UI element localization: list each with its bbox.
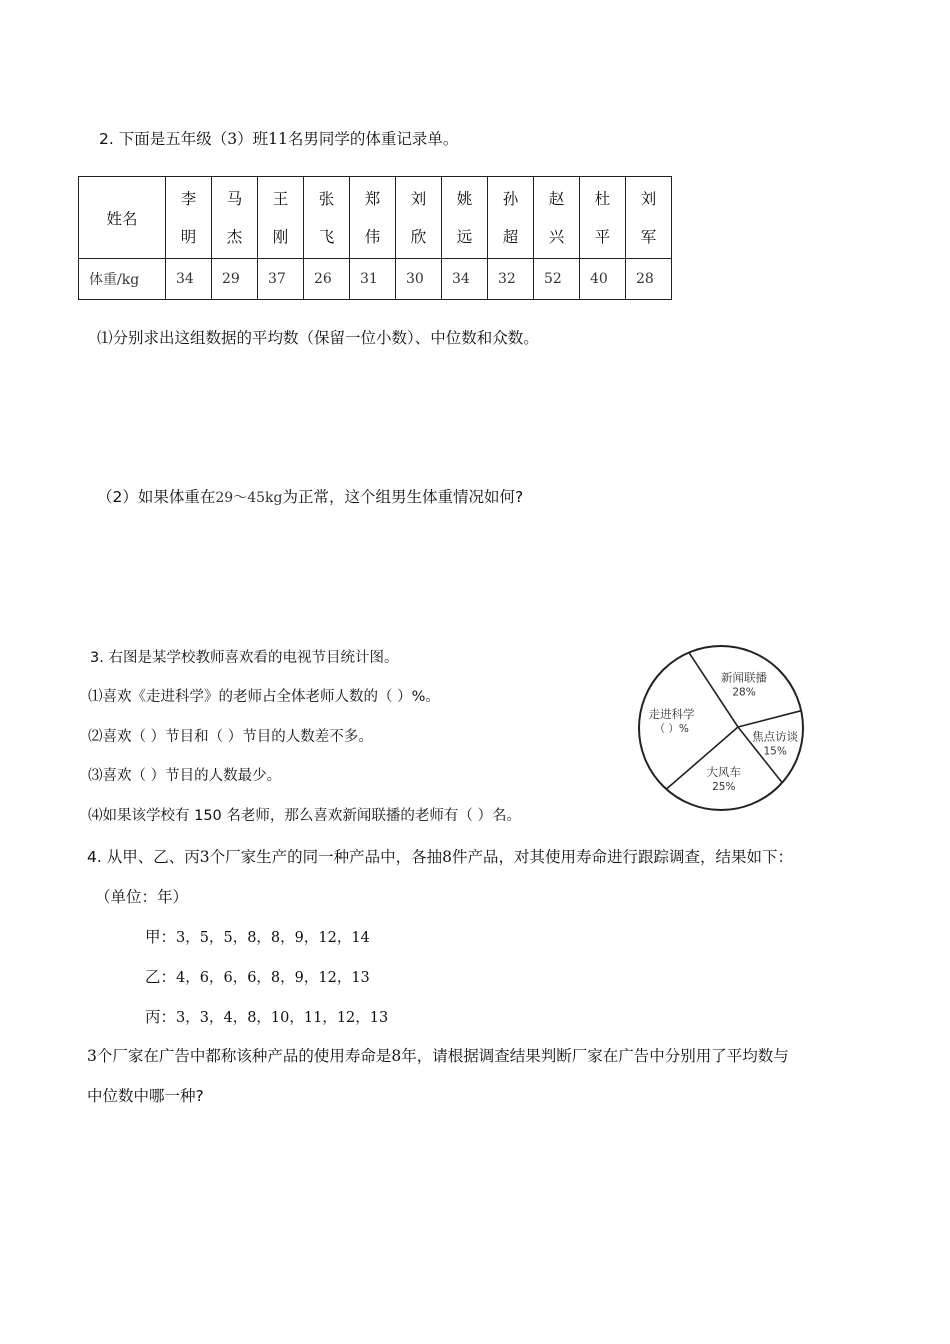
name-char: 赵	[548, 189, 565, 208]
q4-data-jia	[145, 925, 370, 947]
q4-yi-values: 4，6，6，6，8，9，12，13	[176, 970, 370, 986]
q2-2-prefix: （2）如果体重在	[97, 488, 216, 506]
pie-slice-label: 新闻联播	[721, 670, 768, 685]
name-cell	[580, 177, 626, 259]
weight-cell: 40	[580, 259, 626, 300]
name-char: 杰	[226, 227, 243, 246]
pie-slice-divider	[738, 711, 801, 727]
name-char: 飞	[318, 227, 335, 246]
name-char: 孙	[502, 189, 519, 208]
weight-cell: 29	[212, 259, 258, 300]
name-char: 王	[272, 189, 289, 208]
weight-cell: 34	[166, 259, 212, 300]
pie-slice-label: 走进科学	[648, 706, 695, 721]
name-cell	[350, 177, 396, 259]
table-row-names	[79, 177, 672, 259]
pie-slice-label: 焦点访谈	[752, 729, 799, 744]
name-char: 军	[640, 227, 657, 246]
name-char: 杜	[594, 189, 611, 208]
q4-jia-label: 甲：	[145, 928, 177, 946]
question-3-part-1: ⑴喜欢《走进科学》的老师占全体老师人数的（ ）%。	[88, 689, 440, 705]
q4-question-line-1	[87, 1044, 789, 1066]
weight-cell: 30	[396, 259, 442, 300]
q4-factory-count: 3	[199, 848, 210, 866]
q4-data-bing	[145, 1005, 388, 1027]
q4-jia-values: 3，5，5，8，8，9，12，14	[176, 930, 370, 946]
q2-2-range: 29～45kg	[215, 490, 283, 506]
name-cell	[212, 177, 258, 259]
name-char: 远	[456, 227, 473, 246]
pie-slice-divider	[666, 727, 738, 789]
question-2-part-2	[97, 485, 523, 507]
question-3-part-4: ⑷如果该学校有 150 名老师，那么喜欢新闻联播的老师有（ ）名。	[88, 808, 522, 824]
header-name-cell: 姓名	[79, 177, 166, 259]
q4-intro-a: 4. 从甲、乙、丙	[87, 848, 200, 866]
name-char: 郑	[364, 189, 381, 208]
name-cell	[534, 177, 580, 259]
weight-cell: 31	[350, 259, 396, 300]
q4-intro-b: 个厂家生产的同一种产品中，各抽	[209, 848, 443, 866]
q4-bing-label: 丙：	[145, 1008, 177, 1026]
name-cell	[166, 177, 212, 259]
name-char: 刘	[410, 189, 427, 208]
name-char: 平	[594, 227, 611, 246]
name-cell	[626, 177, 672, 259]
q4-question-line-2: 中位数中哪一种?	[87, 1087, 204, 1105]
pie-slice-value: 28%	[732, 686, 756, 699]
q2-number: 2	[99, 130, 109, 148]
name-char: 马	[226, 189, 243, 208]
q4-q-years: 8	[391, 1047, 402, 1065]
q4-q-factory-count: 3	[87, 1047, 97, 1065]
weight-record-table	[78, 176, 672, 300]
name-char: 欣	[410, 227, 427, 246]
weight-cell: 37	[258, 259, 304, 300]
q4-intro-c: 件产品，对其使用寿命进行跟踪调查，结果如下：	[451, 848, 793, 866]
q2-student-count: 11	[268, 130, 288, 148]
table-row-weights	[79, 259, 672, 300]
weight-cell: 28	[626, 259, 672, 300]
q4-q-text-a: 个厂家在广告中都称该种产品的使用寿命是	[96, 1047, 392, 1065]
name-cell	[488, 177, 534, 259]
name-char: 刚	[272, 227, 289, 246]
pie-slice-value: （ ）%	[654, 722, 689, 735]
header-weight-unit: /kg	[117, 272, 140, 288]
name-cell	[304, 177, 350, 259]
name-char: 超	[502, 227, 519, 246]
question-3-title: 3. 右图是某学校教师喜欢看的电视节目统计图。	[90, 650, 399, 666]
q2-2-suffix: 为正常，这个组男生体重情况如何?	[282, 488, 524, 506]
pie-slice-value: 15%	[763, 745, 787, 758]
q4-yi-label: 乙：	[145, 968, 177, 986]
weight-cell: 32	[488, 259, 534, 300]
question-4-intro	[87, 845, 793, 867]
name-cell	[442, 177, 488, 259]
name-char: 张	[318, 189, 335, 208]
q4-q-text-b: 年，请根据调查结果判断厂家在广告中分别用了平均数与	[401, 1047, 789, 1065]
q4-unit: （单位：年）	[95, 888, 189, 906]
q2-title-text-1: . 下面是五年级（	[108, 130, 228, 148]
name-char: 刘	[640, 189, 657, 208]
q2-1-number: ⑴	[97, 329, 113, 347]
question-3-part-3: ⑶喜欢（ ）节目的人数最少。	[88, 768, 282, 784]
q4-sample-count: 8	[442, 848, 452, 866]
question-2-title	[99, 127, 458, 149]
pie-slice-value: 25%	[712, 780, 736, 793]
name-cell	[258, 177, 304, 259]
name-cell	[396, 177, 442, 259]
q2-title-text-2: ）班	[237, 130, 269, 148]
name-char: 伟	[364, 227, 381, 246]
name-char: 姚	[456, 189, 473, 208]
q4-data-yi	[145, 965, 370, 987]
name-char: 兴	[548, 227, 565, 246]
name-char: 李	[180, 189, 197, 208]
weight-cell: 26	[304, 259, 350, 300]
q4-bing-values: 3，3，4，8，10，11，12，13	[176, 1010, 389, 1026]
name-char: 明	[180, 227, 197, 246]
question-2-part-1	[97, 326, 539, 348]
header-weight-cell	[79, 259, 166, 300]
tv-program-pie-chart	[636, 640, 816, 820]
q2-1-text: 分别求出这组数据的平均数（保留一位小数）、中位数和众数。	[112, 329, 539, 347]
question-3-part-2: ⑵喜欢（ ）节目和（ ）节目的人数差不多。	[88, 729, 373, 745]
weight-cell: 52	[534, 259, 580, 300]
header-weight-label: 体重	[89, 272, 117, 288]
weight-cell: 34	[442, 259, 488, 300]
pie-slice-divider	[689, 653, 738, 727]
pie-slice-label: 大风车	[706, 764, 742, 779]
q2-class-number: 3	[227, 130, 238, 148]
q2-title-text-3: 名男同学的体重记录单。	[287, 130, 459, 148]
